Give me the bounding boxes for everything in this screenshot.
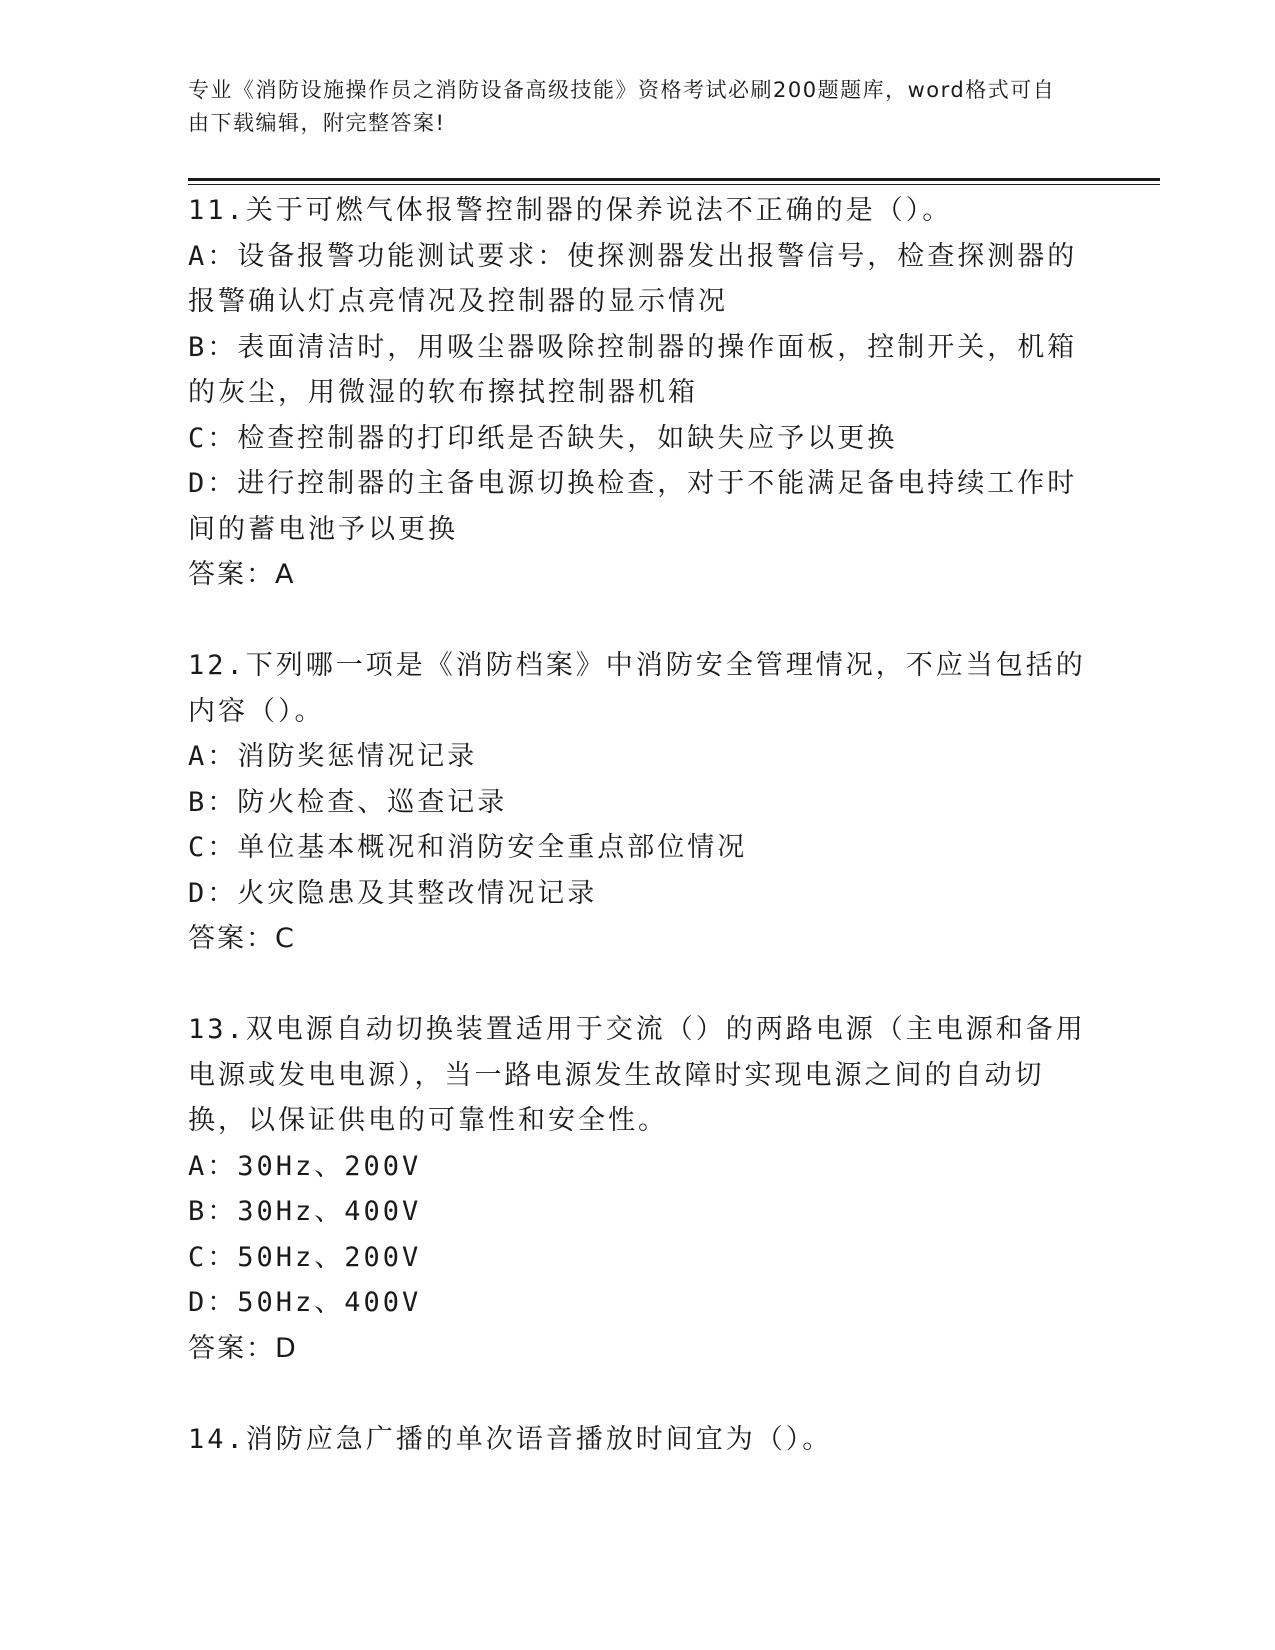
- answer: 答案：C: [188, 923, 296, 954]
- question-14: [188, 1417, 1088, 1463]
- option-d: D：火灾隐患及其整改情况记录: [188, 877, 598, 909]
- document-header: 专业《消防设施操作员之消防设备高级技能》资格考试必刷200题题库，word格式可自由下载编辑，附完整答案!: [188, 78, 1056, 135]
- option-a: A：30Hz、200V: [188, 1150, 422, 1182]
- answer: 答案：D: [188, 1332, 298, 1364]
- question-stem: 14.消防应急广播的单次语音播放时间宜为（）。: [188, 1423, 833, 1455]
- question-stem: 11.关于可燃气体报警控制器的保养说法不正确的是（）。: [188, 195, 953, 226]
- header-divider-thick: [188, 178, 1160, 181]
- question-list: [188, 188, 1088, 1462]
- option-c: C：单位基本概况和消防安全重点部位情况: [188, 832, 748, 863]
- option-a: A：设备报警功能测试要求：使探测器发出报警信号，检查探测器的报警确认灯点亮情况及控制器的显示情况: [188, 240, 1078, 317]
- option-a: A：消防奖惩情况记录: [188, 741, 478, 772]
- question-11: [188, 188, 1088, 598]
- option-c: C：50Hz、200V: [188, 1241, 422, 1273]
- question-13: [188, 1007, 1088, 1371]
- option-d: D：进行控制器的主备电源切换检查，对于不能满足备电持续工作时间的蓄电池予以更换: [188, 468, 1078, 545]
- option-c: C：检查控制器的打印纸是否缺失，如缺失应予以更换: [188, 422, 898, 454]
- answer: 答案：A: [188, 559, 296, 590]
- header-divider-thin: [188, 184, 1160, 185]
- option-b: B：防火检查、巡查记录: [188, 786, 508, 818]
- option-b: B：表面清洁时，用吸尘器吸除控制器的操作面板，控制开关，机箱的灰尘，用微湿的软布擦拭控制器机箱: [188, 331, 1078, 408]
- question-stem: 13.双电源自动切换装置适用于交流（）的两路电源（主电源和备用电源或发电电源），当一路电源发生故障时实现电源之间的自动切换，以保证供电的可靠性和安全性。: [188, 1014, 1086, 1136]
- option-d: D：50Hz、400V: [188, 1287, 422, 1318]
- option-b: B：30Hz、400V: [188, 1196, 422, 1227]
- question-stem: 12.下列哪一项是《消防档案》中消防安全管理情况，不应当包括的内容（）。: [188, 650, 1086, 727]
- question-12: [188, 643, 1088, 962]
